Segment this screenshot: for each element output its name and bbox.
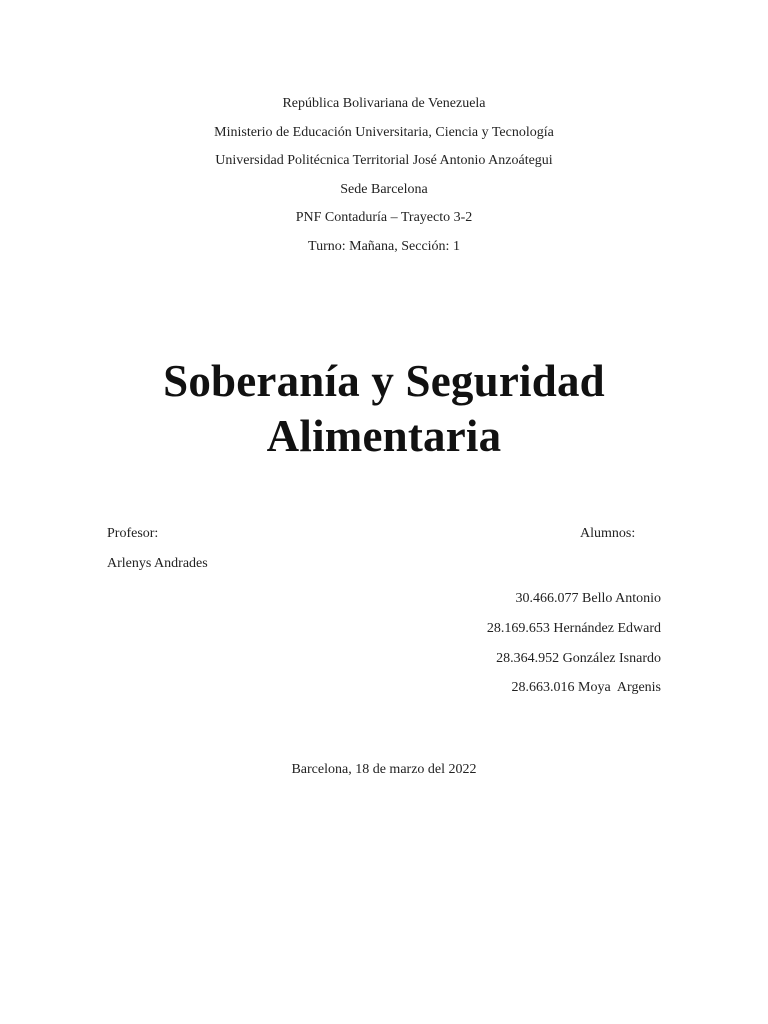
header-line-university: Universidad Politécnica Territorial José Antonio Anzoátegui [215,153,553,169]
institution-header [0,90,768,262]
students-list [487,584,661,703]
header-line-republic: República Bolivariana de Venezuela [282,96,486,111]
professor-label: Profesor: [107,526,159,541]
place-date: Barcelona, 18 de marzo del 2022 [291,762,477,777]
student-item: 28.663.016 Moya Argenis [511,680,661,696]
student-item: 30.466.077 Bello Antonio [515,591,661,606]
header-line-ministry: Ministerio de Educación Universitaria, Ciencia y Tecnología [214,124,554,140]
title-line-1: Soberanía y Seguridad [163,356,605,406]
header-line-campus: Sede Barcelona [340,181,428,197]
student-item: 28.364.952 González Isnardo [496,650,661,666]
professor-name: Arlenys Andrades [107,556,208,571]
header-line-program: PNF Contaduría – Trayecto 3-2 [295,210,473,226]
title-line-2: Alimentaria [266,411,502,461]
header-line-shift: Turno: Mañana, Sección: 1 [308,238,460,254]
document-title [0,354,768,464]
student-item: 28.169.653 Hernández Edward [486,620,661,636]
students-label: Alumnos: [580,526,636,541]
